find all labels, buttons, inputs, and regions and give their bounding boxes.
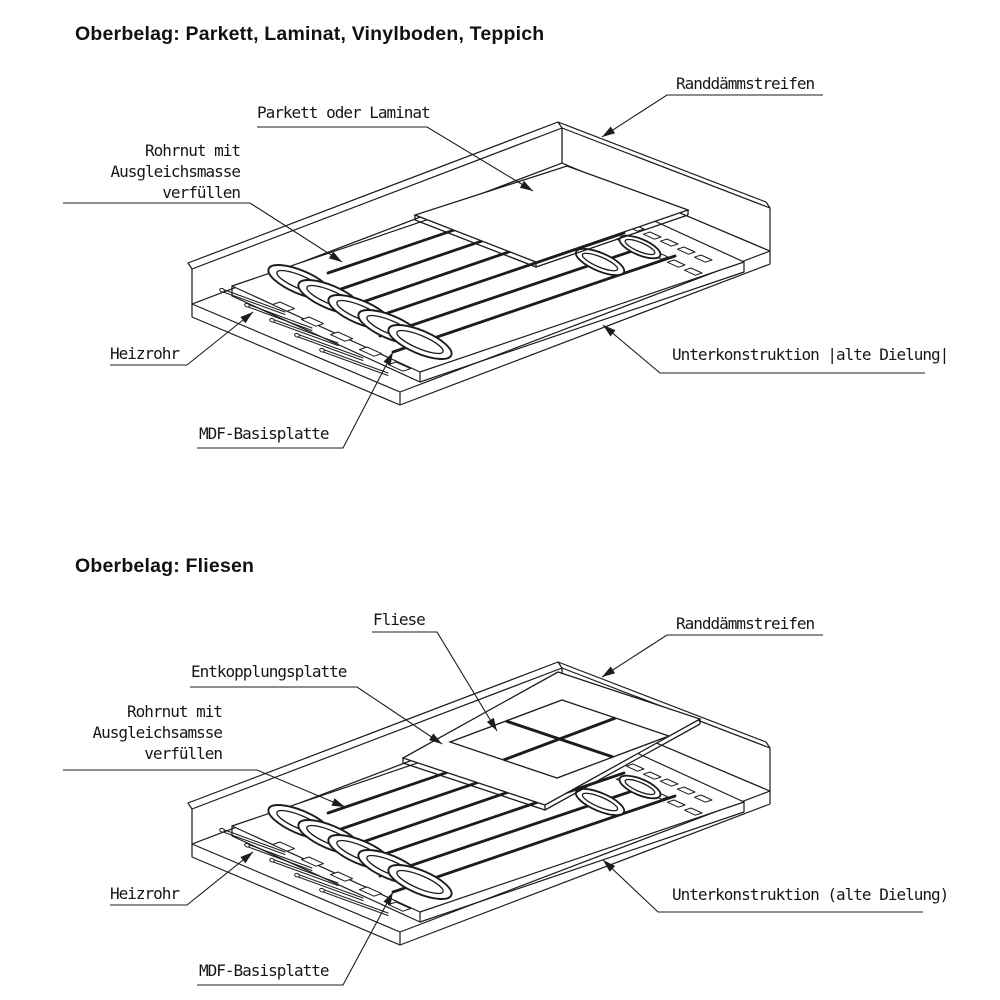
section-title-fliesen: Oberbelag: Fliesen xyxy=(75,555,255,577)
label-randdaemmstreifen-1: Randdämmstreifen xyxy=(676,74,815,93)
section-title-parkett: Oberbelag: Parkett, Laminat, Vinylboden, Teppich xyxy=(75,23,545,45)
label-rohrnut-1 xyxy=(111,140,241,203)
label-rohrnut-1-line1: Rohrnut mit xyxy=(145,141,240,160)
diagram-fliesen xyxy=(63,632,923,985)
label-randdaemmstreifen-2: Randdämmstreifen xyxy=(676,614,815,633)
label-unterkonstruktion-2: Unterkonstruktion (alte Dielung) xyxy=(672,885,949,904)
label-rohrnut-2-line2: Ausgleichsamsse xyxy=(92,723,222,742)
label-rohrnut-1-line2: Ausgleichsmasse xyxy=(110,162,240,181)
label-mdf-basisplatte-2: MDF-Basisplatte xyxy=(199,961,329,980)
label-rohrnut-1-line3: verfüllen xyxy=(162,183,240,202)
label-mdf-basisplatte-1: MDF-Basisplatte xyxy=(199,424,329,443)
label-entkopplungsplatte: Entkopplungsplatte xyxy=(191,662,347,681)
label-rohrnut-2-line1: Rohrnut mit xyxy=(127,702,222,721)
label-rohrnut-2 xyxy=(93,701,223,764)
label-heizrohr-2: Heizrohr xyxy=(110,884,180,903)
label-heizrohr-1: Heizrohr xyxy=(110,344,180,363)
label-parkett-oder-laminat: Parkett oder Laminat xyxy=(257,103,430,122)
label-unterkonstruktion-1: Unterkonstruktion |alte Dielung| xyxy=(672,345,949,364)
label-rohrnut-2-line3: verfüllen xyxy=(144,744,222,763)
label-fliese: Fliese xyxy=(373,610,425,629)
